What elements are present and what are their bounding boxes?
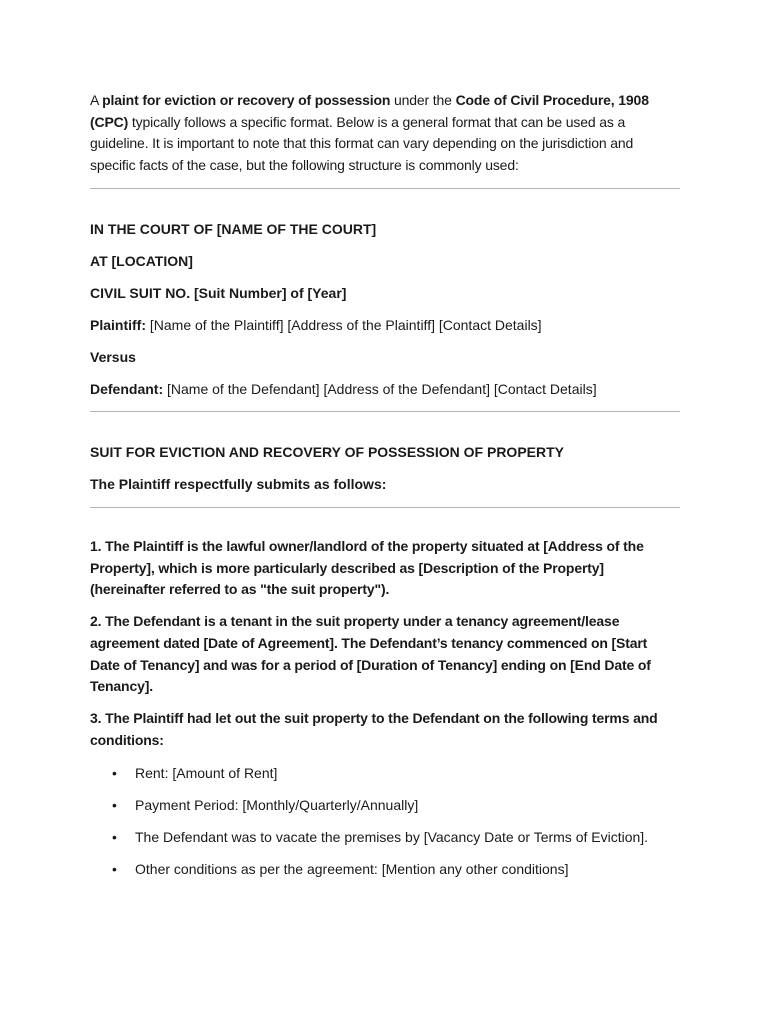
intro-text-rest: typically follows a specific format. Below is a general format that can be used as a guideline. It is important to note that this format can vary depending on the jurisdiction and specific facts of the case, but the following structure is commonly used: (90, 113, 634, 173)
submits-line: The Plaintiff respectfully submits as follows: (90, 476, 387, 492)
intro-paragraph (90, 90, 680, 176)
plaintiff-line (90, 315, 680, 335)
bullet-icon: • (112, 765, 117, 782)
versus-label: Versus (90, 349, 136, 365)
bullet-icon: • (112, 797, 117, 814)
intro-text-under: under the (390, 92, 456, 108)
bullet-icon: • (112, 829, 117, 846)
suit-number-heading: CIVIL SUIT NO. [Suit Number] of [Year] (90, 285, 347, 301)
defendant-label: Defendant: (90, 381, 164, 397)
term-payment-period: Payment Period: [Monthly/Quarterly/Annually] (135, 797, 419, 814)
paragraph-1: 1. The Plaintiff is the lawful owner/landlord of the property situated at [Address of the Property], which is more particularly described as [Description of the Property] (hereinafter referred to as "the suit property"). (90, 538, 644, 598)
terms-list-item (90, 827, 680, 847)
intro-bold-cpc: Code of Civil Procedure, 1908 (CPC) (90, 92, 649, 130)
terms-list (90, 763, 680, 879)
terms-list-item (90, 763, 680, 783)
defendant-details: [Name of the Defendant] [Address of the Defendant] [Contact Details] (163, 381, 597, 397)
paragraph-2: 2. The Defendant is a tenant in the suit property under a tenancy agreement/lease agreement dated [Date of Agreement]. The Defendant’s tenancy commenced on [Start Date of Tenancy] and was for a period of [Duration of Tenancy] ending on [End Date of Tenancy]. (90, 613, 651, 695)
bullet-icon: • (112, 861, 117, 878)
divider-1 (90, 188, 680, 189)
term-rent: Rent: [Amount of Rent] (135, 765, 278, 782)
terms-list-item (90, 795, 680, 815)
intro-text-a: A (90, 92, 103, 108)
location-heading: AT [LOCATION] (90, 253, 193, 269)
term-other-conditions: Other conditions as per the agreement: [Mention any other conditions] (135, 861, 569, 878)
plaintiff-label: Plaintiff: (90, 317, 146, 333)
plaintiff-details: [Name of the Plaintiff] [Address of the Plaintiff] [Contact Details] (146, 317, 542, 333)
paragraph-3: 3. The Plaintiff had let out the suit property to the Defendant on the following terms and conditions: (90, 709, 658, 748)
divider-3 (90, 507, 680, 508)
terms-list-item (90, 859, 680, 879)
court-heading: IN THE COURT OF [NAME OF THE COURT] (90, 221, 377, 237)
suit-title: SUIT FOR EVICTION AND RECOVERY OF POSSESSION OF PROPERTY (90, 444, 564, 460)
document-body (90, 90, 680, 879)
intro-bold-plaint: plaint for eviction or recovery of possession (102, 92, 391, 108)
defendant-line (90, 379, 680, 399)
term-vacate: The Defendant was to vacate the premises by [Vacancy Date or Terms of Eviction]. (135, 829, 649, 846)
divider-2 (90, 411, 680, 412)
